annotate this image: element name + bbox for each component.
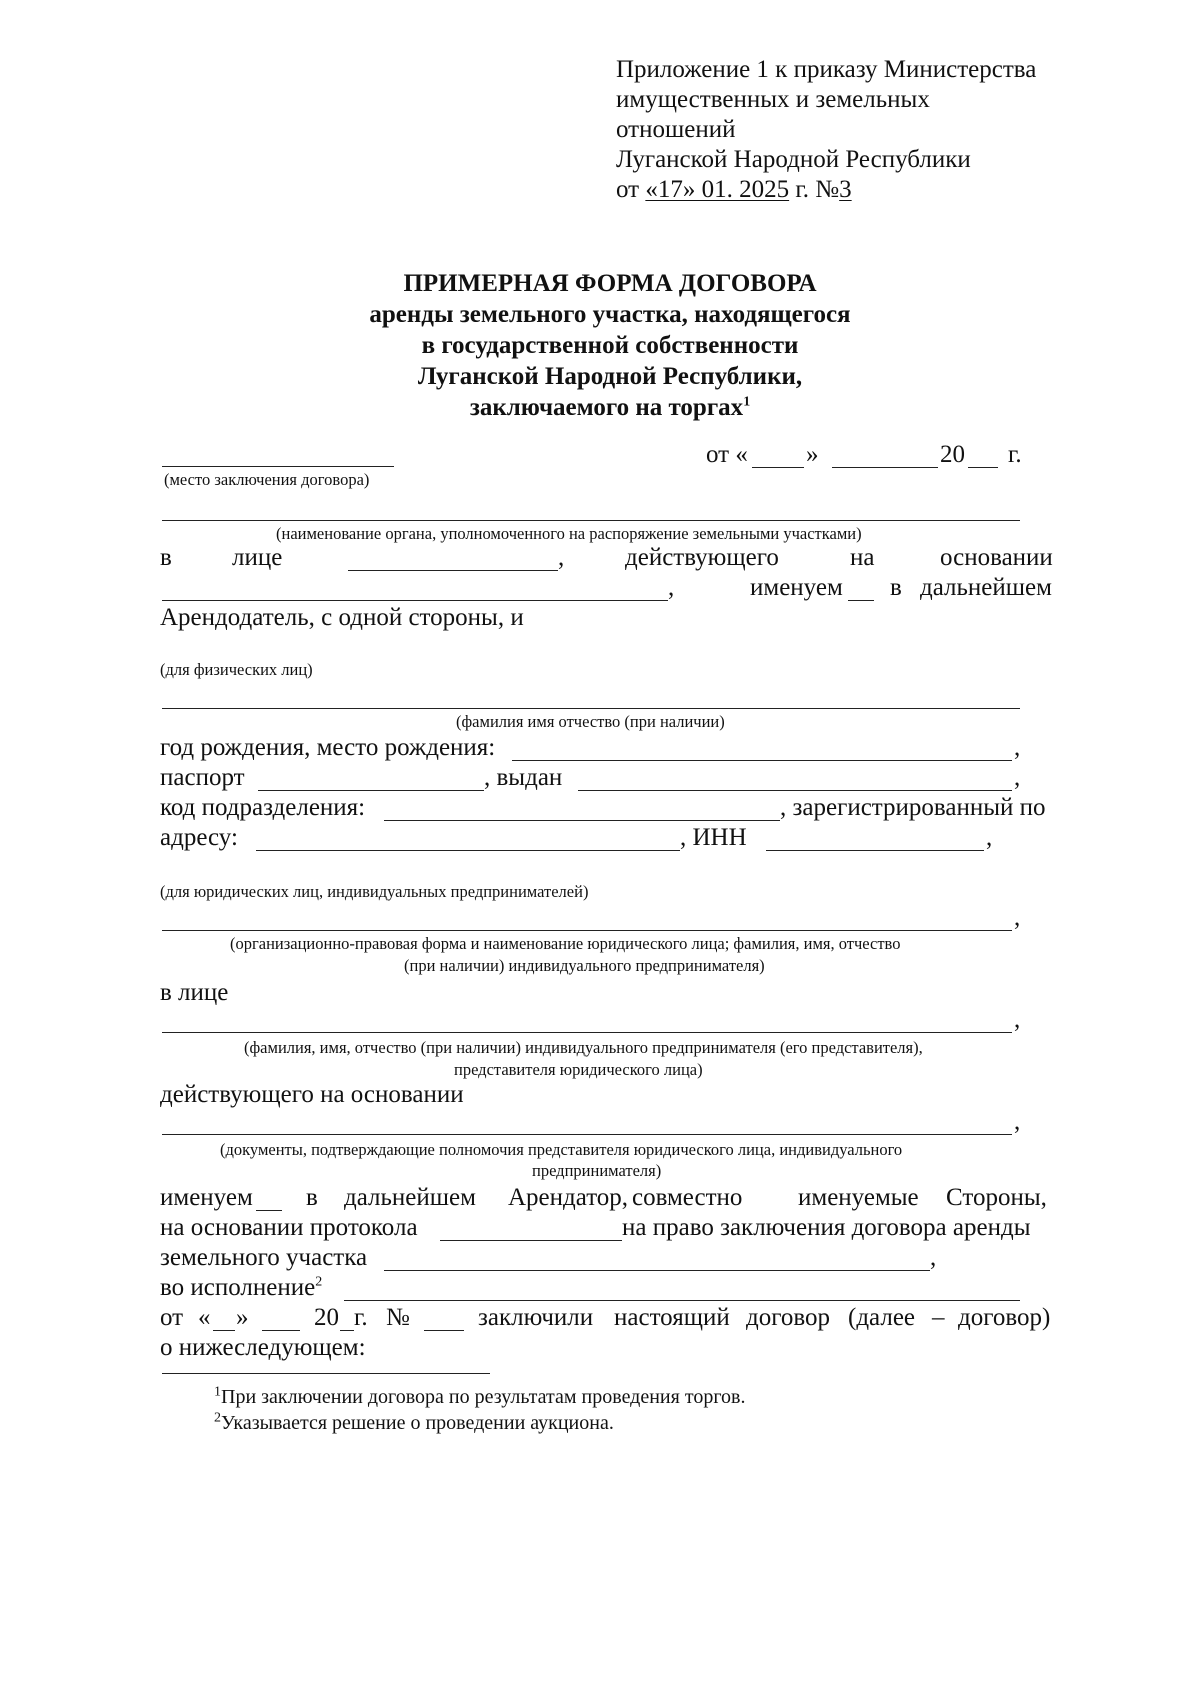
legal-heading: (для юридических лиц, индивидуальных предпринимателей) bbox=[160, 882, 589, 901]
footnote-1-text: При заключении договора по результатам проведения торгов. bbox=[221, 1386, 746, 1408]
lessor-word-na: на bbox=[850, 544, 875, 571]
document-title bbox=[300, 268, 920, 423]
year-suffix: г. bbox=[1008, 441, 1022, 468]
authority-blank bbox=[162, 520, 1020, 521]
inn-comma: , bbox=[986, 824, 993, 851]
lessor-line-3: Арендодатель, с одной стороны, и bbox=[160, 604, 524, 631]
closing-number-blank bbox=[424, 1330, 464, 1331]
address-blank bbox=[256, 850, 680, 851]
org-caption-1: (организационно-правовая форма и наименование юридического лица; фамилия, имя, отчество bbox=[230, 934, 901, 953]
org-blank bbox=[162, 930, 1012, 931]
org-caption-2: (при наличии) индивидуального предпринимателя) bbox=[404, 956, 765, 975]
code-label: код подразделения: bbox=[160, 794, 366, 821]
appendix-line-4: Луганской Народной Республики bbox=[616, 146, 971, 173]
title-line-2: аренды земельного участка, находящегося bbox=[369, 301, 851, 328]
closing-word-jointly: совместно bbox=[632, 1184, 743, 1211]
rep-comma: , bbox=[1014, 1006, 1021, 1033]
appendix-number: 3 bbox=[839, 176, 852, 203]
title-line-1: ПРИМЕРНАЯ ФОРМА ДОГОВОРА bbox=[403, 270, 817, 297]
rep-caption-1: (фамилия, имя, отчество (при наличии) индивидуального предпринимателя (его представителя), bbox=[244, 1038, 923, 1057]
issued-comma: , bbox=[1014, 764, 1021, 791]
lessor-comma-2: , bbox=[668, 574, 675, 601]
closing-number-sign: № bbox=[386, 1304, 410, 1331]
closing-word-hereafter: (далее bbox=[848, 1304, 916, 1331]
birth-label: год рождения, место рождения: bbox=[160, 734, 496, 761]
rep-caption-2: представителя юридического лица) bbox=[454, 1060, 703, 1079]
closing-month-blank bbox=[262, 1330, 300, 1331]
closing-last-line: о нижеследующем: bbox=[160, 1334, 366, 1361]
appendix-date-value: «17» 01. 2025 bbox=[645, 176, 790, 203]
appendix-date-line bbox=[616, 175, 852, 205]
plot-blank bbox=[384, 1270, 930, 1271]
execution-label-line bbox=[160, 1273, 322, 1303]
execution-blank bbox=[344, 1300, 1020, 1301]
title-line-5-text: заключаемого на торгах bbox=[469, 394, 744, 421]
date-quote-close: » bbox=[806, 441, 819, 468]
footnote-separator bbox=[162, 1373, 490, 1374]
closing-word-contract-2: договор) bbox=[958, 1304, 1051, 1331]
day-blank bbox=[752, 467, 804, 468]
individuals-heading: (для физических лиц) bbox=[160, 660, 313, 679]
closing-dash: – bbox=[932, 1304, 945, 1331]
closing-named-ending-blank bbox=[256, 1210, 282, 1211]
issued-label: , выдан bbox=[484, 764, 563, 791]
fio-blank bbox=[162, 708, 1020, 709]
protocol-suffix: на право заключения договора аренды bbox=[622, 1214, 1031, 1241]
date-from-label: от « bbox=[706, 441, 748, 468]
acting-basis-label: действующего на основании bbox=[160, 1081, 464, 1108]
plot-label: земельного участка bbox=[160, 1244, 368, 1271]
closing-quote-close: » bbox=[236, 1304, 249, 1331]
authority-caption: (наименование органа, уполномоченного на распоряжение земельными участками) bbox=[276, 524, 862, 543]
closing-day-blank bbox=[213, 1330, 235, 1331]
footnote-1 bbox=[214, 1384, 745, 1410]
footnote-2 bbox=[214, 1410, 614, 1436]
plot-comma: , bbox=[930, 1244, 937, 1271]
year-prefix: 20 bbox=[940, 441, 965, 468]
closing-word-lessee: Арендатор, bbox=[508, 1184, 629, 1211]
inn-label: , ИНН bbox=[680, 824, 747, 851]
lessor-word-v2: в bbox=[890, 574, 902, 601]
closing-word-named: именуем bbox=[160, 1184, 253, 1211]
closing-word-this: настоящий bbox=[614, 1304, 730, 1331]
lessor-word-named: именуем bbox=[750, 574, 843, 601]
docs-comma: , bbox=[1014, 1108, 1021, 1135]
lessor-word-v: в bbox=[160, 544, 172, 571]
birth-blank bbox=[512, 760, 1012, 761]
named-ending-blank bbox=[848, 600, 874, 601]
title-line-4: Луганской Народной Республики, bbox=[417, 363, 803, 390]
address-label: адресу: bbox=[160, 824, 238, 851]
fio-caption: (фамилия имя отчество (при наличии) bbox=[456, 712, 725, 731]
title-line-5 bbox=[300, 392, 920, 423]
place-caption: (место заключения договора) bbox=[164, 470, 370, 489]
docs-caption-2: предпринимателя) bbox=[532, 1161, 662, 1180]
closing-year-blank bbox=[340, 1330, 354, 1331]
rep-blank bbox=[162, 1032, 1012, 1033]
closing-word-concluded: заключили bbox=[478, 1304, 594, 1331]
code-blank bbox=[384, 820, 780, 821]
footnote-2-mark: 2 bbox=[214, 1410, 221, 1426]
representative-blank bbox=[348, 570, 558, 571]
closing-word-named-pl: именуемые bbox=[798, 1184, 919, 1211]
appendix-line-2: имущественных и земельных bbox=[616, 86, 930, 113]
passport-blank bbox=[258, 790, 484, 791]
basis-blank bbox=[162, 600, 668, 601]
lessor-word-acting: действующего bbox=[625, 544, 779, 571]
closing-word-contract: договор bbox=[746, 1304, 830, 1331]
registered-label: , зарегистрированный по bbox=[780, 794, 1046, 821]
closing-year-suffix: г. bbox=[354, 1304, 368, 1331]
inn-blank bbox=[766, 850, 984, 851]
protocol-label: на основании протокола bbox=[160, 1214, 418, 1241]
docs-caption-1: (документы, подтверждающие полномочия представителя юридического лица, индивидуального bbox=[220, 1140, 903, 1159]
closing-year-prefix: 20 bbox=[314, 1304, 339, 1331]
closing-word-ot: от bbox=[160, 1304, 184, 1331]
appendix-line-3: отношений bbox=[616, 116, 736, 143]
year-blank bbox=[968, 467, 998, 468]
title-footnote-mark: 1 bbox=[743, 394, 751, 410]
lessor-word-litse: лице bbox=[232, 544, 283, 571]
closing-word-further: дальнейшем bbox=[344, 1184, 476, 1211]
protocol-blank bbox=[440, 1240, 622, 1241]
execution-label: во исполнение bbox=[160, 1274, 316, 1301]
birth-comma: , bbox=[1014, 734, 1021, 761]
issued-blank bbox=[578, 790, 1012, 791]
in-person-label: в лице bbox=[160, 979, 229, 1006]
footnote-2-text: Указывается решение о проведении аукциона. bbox=[221, 1412, 614, 1434]
place-blank bbox=[162, 466, 394, 467]
appendix-date-mid: г. № bbox=[795, 176, 840, 203]
execution-footnote-mark: 2 bbox=[315, 1274, 323, 1290]
lessor-word-further: дальнейшем bbox=[920, 574, 1052, 601]
month-blank bbox=[832, 467, 938, 468]
lessor-comma-1: , bbox=[558, 544, 565, 571]
closing-word-parties: Стороны, bbox=[946, 1184, 1047, 1211]
org-comma: , bbox=[1014, 904, 1021, 931]
footnote-1-mark: 1 bbox=[214, 1384, 221, 1400]
closing-quote-open: « bbox=[198, 1304, 211, 1331]
title-line-3: в государственной собственности bbox=[421, 332, 799, 359]
closing-word-v: в bbox=[306, 1184, 318, 1211]
appendix-date-prefix: от bbox=[616, 176, 640, 203]
passport-label: паспорт bbox=[160, 764, 245, 791]
appendix-line-1: Приложение 1 к приказу Министерства bbox=[616, 56, 1037, 83]
docs-blank bbox=[162, 1134, 1012, 1135]
lessor-word-basis: основании bbox=[940, 544, 1053, 571]
